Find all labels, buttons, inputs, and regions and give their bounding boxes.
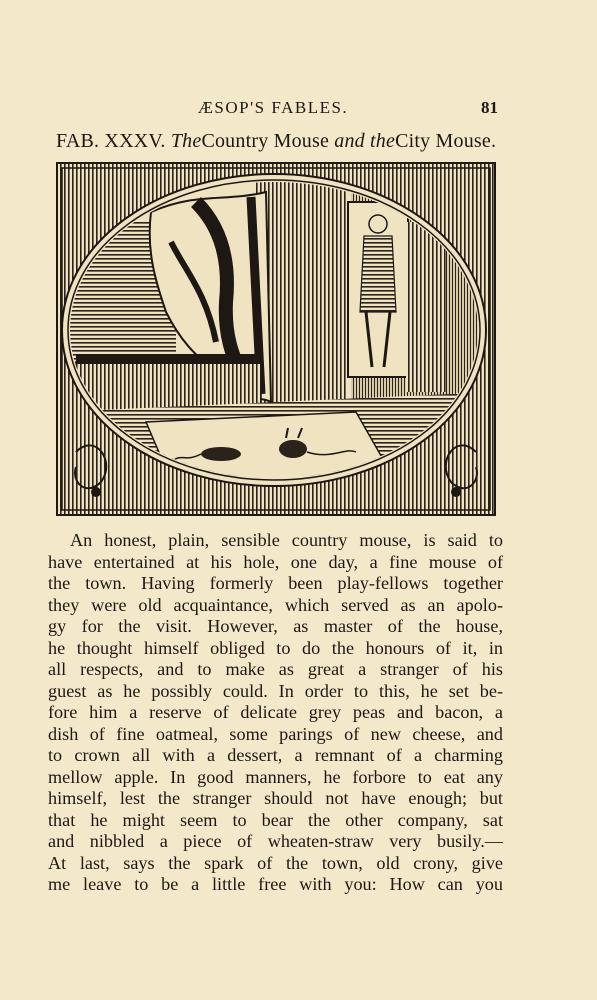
fable-body-text	[48, 530, 503, 896]
text-line: himself, lest the stranger should not have enough; but	[48, 788, 503, 808]
fable-number: FAB. XXXV.	[56, 130, 166, 152]
running-title: ÆSOP'S FABLES.	[197, 98, 349, 117]
text-line: dish of fine oatmeal, some parings of new cheese, and	[48, 723, 503, 744]
fable-title-country-mouse: Country Mouse	[201, 130, 330, 152]
fable-title-conjunction: and the	[334, 130, 396, 152]
fable-title-article: The	[170, 130, 202, 152]
text-line: all respects, and to make as great a stranger of his	[48, 659, 503, 679]
text-line: to crown all with a dessert, a remnant of a charming	[48, 745, 503, 765]
text-line: the town. Having formerly been play-fellows together	[48, 573, 503, 593]
text-line: he thought himself obliged to do the honours of it, in	[48, 637, 503, 658]
running-head	[48, 98, 498, 122]
text-line: An honest, plain, sensible country mouse, is said to	[70, 530, 503, 550]
text-line: At last, says the spark of the town, old crony, give	[48, 852, 503, 873]
text-line: mellow apple. In good manners, he forbore to eat any	[48, 766, 503, 787]
text-line: gy for the visit. However, as master of the house,	[48, 616, 503, 636]
text-line: me leave to be a little free with you: How can you	[48, 874, 503, 894]
text-line: they were old acquaintance, which served as an apolo-	[48, 594, 503, 615]
fable-title-city-mouse: City Mouse.	[395, 130, 497, 152]
page-number: 81	[481, 98, 498, 117]
text-line: and nibbled a piece of wheaten-straw very busily.—	[48, 831, 503, 851]
fable-title	[56, 130, 506, 153]
woodcut-illustration-icon	[56, 162, 496, 516]
text-line: fore him a reserve of delicate grey peas and bacon, a	[48, 702, 503, 722]
text-line: that he might seem to bear the other company, sat	[48, 809, 503, 830]
text-line: guest as he possibly could. In order to this, he set be-	[48, 680, 503, 701]
text-line: have entertained at his hole, one day, a fine mouse of	[48, 551, 503, 572]
